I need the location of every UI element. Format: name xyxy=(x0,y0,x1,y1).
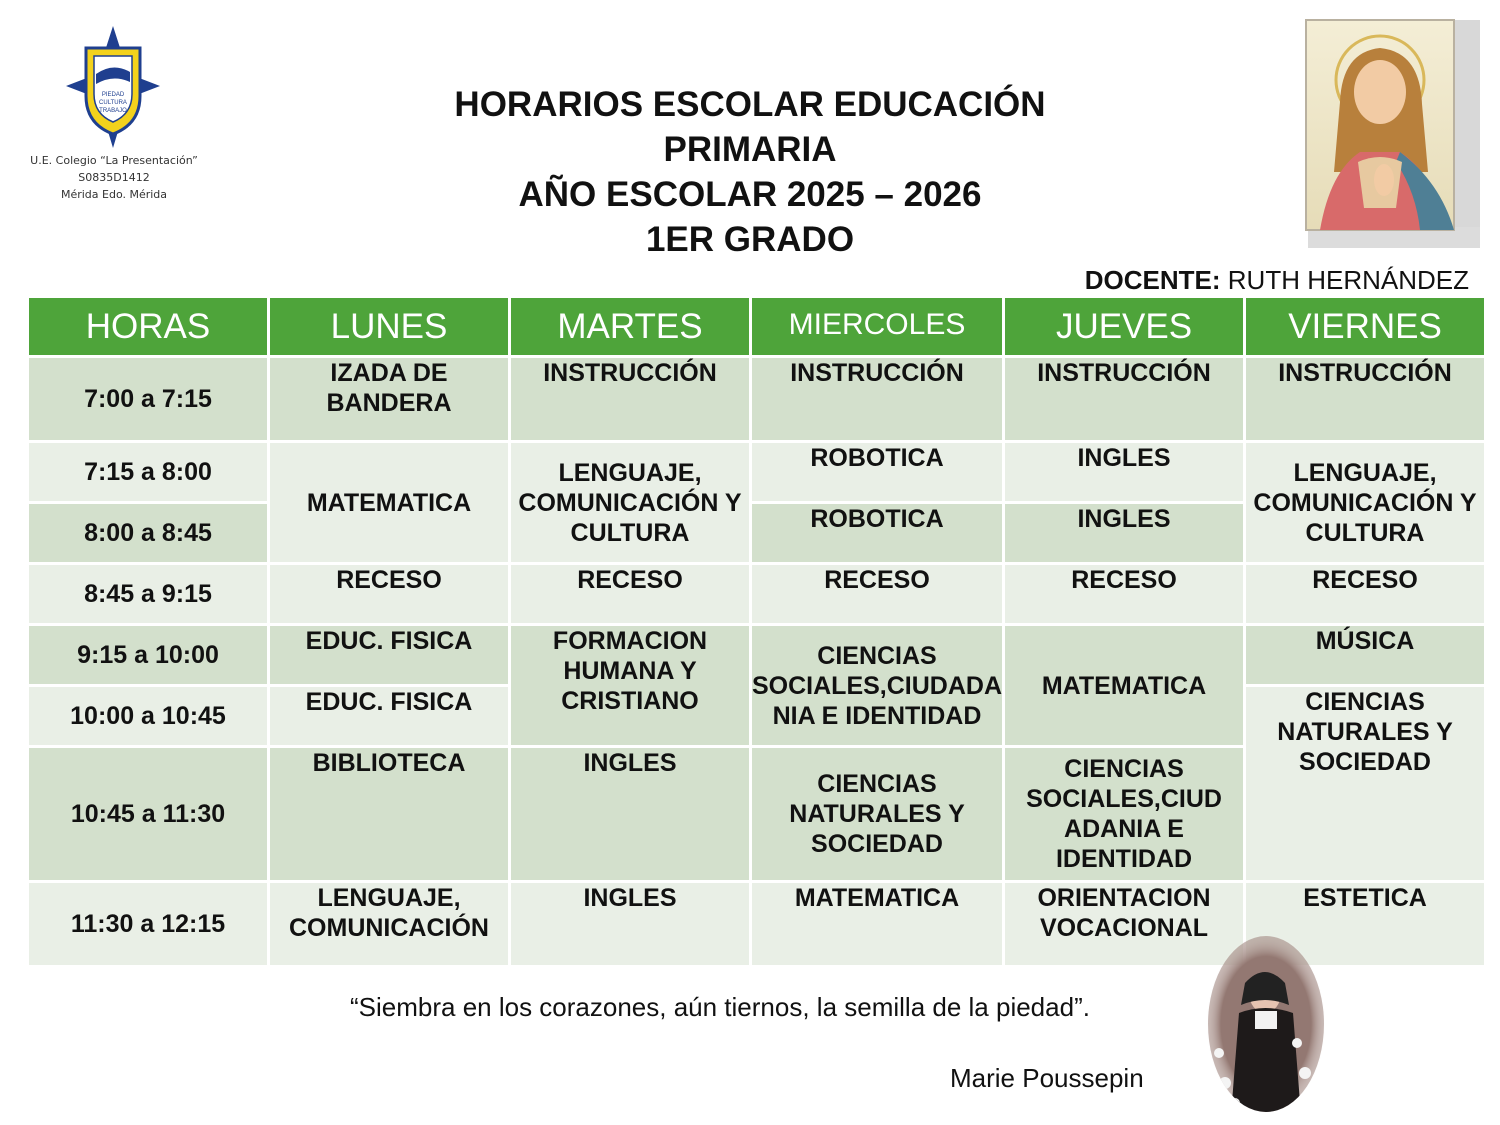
cell-line: CRISTIANO xyxy=(561,687,699,715)
saint-portrait-bottom xyxy=(1205,933,1327,1115)
cell-line: COMUNICACIÓN xyxy=(289,914,489,942)
logo-motto-2: CULTURA xyxy=(99,100,127,106)
title-line-1: HORARIOS ESCOLAR EDUCACIÓN xyxy=(454,85,1046,124)
schedule-cell xyxy=(269,882,510,967)
schedule-cell: INGLES xyxy=(510,747,751,882)
cell-line: LENGUAJE, xyxy=(558,458,702,487)
cell-line: NATURALES Y xyxy=(789,800,965,828)
table-row xyxy=(28,564,1486,625)
schedule-cell: RECESO xyxy=(751,564,1004,625)
schedule-cell xyxy=(1004,747,1245,882)
cell-line: LENGUAJE, xyxy=(317,884,461,912)
schedule-cell: MATEMATICA xyxy=(269,442,510,564)
school-code: S0835D1412 xyxy=(78,171,150,184)
table-row xyxy=(28,625,1486,686)
cell-line: CIENCIAS xyxy=(817,770,937,798)
schedule-cell xyxy=(1245,442,1486,564)
schedule-cell xyxy=(510,625,751,747)
schedule-cell: INSTRUCCIÓN xyxy=(510,357,751,442)
school-info xyxy=(14,152,214,203)
cell-line: IDENTIDAD xyxy=(1055,845,1193,873)
saint-portrait-top xyxy=(1300,12,1480,248)
schedule-cell: MÚSICA xyxy=(1245,625,1486,686)
schedule-cell: INSTRUCCIÓN xyxy=(751,357,1004,442)
cell-line: SOCIEDAD xyxy=(1299,748,1431,776)
header-miercoles: MIERCOLES xyxy=(751,297,1004,357)
cell-line: LENGUAJE, xyxy=(1293,458,1437,487)
cell-line: NATURALES Y xyxy=(1277,718,1453,746)
schedule-cell: INSTRUCCIÓN xyxy=(1004,357,1245,442)
time-cell: 8:45 a 9:15 xyxy=(28,564,269,625)
time-cell: 9:15 a 10:00 xyxy=(28,625,269,686)
cell-line: HUMANA Y xyxy=(563,657,697,685)
schedule-cell xyxy=(1245,686,1486,882)
table-row xyxy=(28,442,1486,503)
schedule-cell: RECESO xyxy=(510,564,751,625)
schedule-cell: RECESO xyxy=(1004,564,1245,625)
schedule-cell: RECESO xyxy=(269,564,510,625)
teacher-name: RUTH HERNÁNDEZ xyxy=(1220,265,1469,295)
schedule-cell: ESTETICA xyxy=(1245,882,1486,967)
cell-line: FORMACION xyxy=(552,627,708,655)
cell-line: CIENCIAS xyxy=(817,641,937,670)
cell-line: ORIENTACION xyxy=(1037,884,1211,912)
page-title xyxy=(300,82,1200,262)
time-cell: 7:15 a 8:00 xyxy=(28,442,269,503)
schedule-cell: INGLES xyxy=(1004,442,1245,503)
schedule-cell xyxy=(751,625,1004,747)
title-line-3: AÑO ESCOLAR 2025 – 2026 xyxy=(518,175,982,214)
schedule-cell: ROBOTICA xyxy=(751,503,1004,564)
title-line-4: 1ER GRADO xyxy=(645,220,855,259)
cell-line: CULTURA xyxy=(1305,518,1425,547)
schedule-cell: INGLES xyxy=(510,882,751,967)
header-horas: HORAS xyxy=(28,297,269,357)
schedule-table xyxy=(26,295,1487,968)
cell-line: IZADA DE xyxy=(330,359,448,387)
cell-line: SOCIALES,CIUD xyxy=(1026,785,1222,813)
school-name: U.E. Colegio “La Presentación” xyxy=(30,154,198,167)
logo-motto-1: PIEDAD xyxy=(101,92,125,98)
schedule-cell: MATEMATICA xyxy=(1004,625,1245,747)
table-row xyxy=(28,357,1486,442)
school-logo xyxy=(66,26,160,148)
header-row xyxy=(28,297,1486,357)
cell-line: BANDERA xyxy=(326,389,452,417)
header-jueves: JUEVES xyxy=(1004,297,1245,357)
schedule-cell xyxy=(751,747,1004,882)
quote-author: Marie Poussepin xyxy=(950,1063,1144,1093)
schedule-cell: BIBLIOTECA xyxy=(269,747,510,882)
schedule-cell: RECESO xyxy=(1245,564,1486,625)
schedule-cell: MATEMATICA xyxy=(751,882,1004,967)
schedule-cell: EDUC. FISICA xyxy=(269,686,510,747)
time-cell: 10:00 a 10:45 xyxy=(28,686,269,747)
quote-text: “Siembra en los corazones, aún tiernos, la semilla de la piedad”. xyxy=(350,992,1090,1022)
schedule-cell: ROBOTICA xyxy=(751,442,1004,503)
schedule-cell: INSTRUCCIÓN xyxy=(1245,357,1486,442)
school-location: Mérida Edo. Mérida xyxy=(60,188,168,201)
teacher-label: DOCENTE: xyxy=(1084,265,1221,295)
cell-line: ADANIA E xyxy=(1064,815,1184,843)
cell-line: VOCACIONAL xyxy=(1039,914,1209,942)
cell-line: COMUNICACIÓN Y xyxy=(518,488,742,517)
header-martes: MARTES xyxy=(510,297,751,357)
schedule-cell: INGLES xyxy=(1004,503,1245,564)
cell-line: COMUNICACIÓN Y xyxy=(1253,488,1477,517)
cell-line: SOCIALES,CIUDADA xyxy=(752,671,1003,700)
schedule-cell xyxy=(510,442,751,564)
cell-line: CIENCIAS xyxy=(1064,755,1184,783)
schedule-cell: EDUC. FISICA xyxy=(269,625,510,686)
title-line-2: PRIMARIA xyxy=(663,130,837,169)
logo-motto-3: TRABAJO xyxy=(99,108,127,114)
schedule-cell xyxy=(269,357,510,442)
time-cell: 7:00 a 7:15 xyxy=(28,357,269,442)
time-cell: 10:45 a 11:30 xyxy=(28,747,269,882)
time-cell: 11:30 a 12:15 xyxy=(28,882,269,967)
cell-line: SOCIEDAD xyxy=(811,830,943,858)
header-lunes: LUNES xyxy=(269,297,510,357)
cell-line: CULTURA xyxy=(570,518,690,547)
teacher-line xyxy=(1085,265,1469,296)
cell-line: CIENCIAS xyxy=(1305,688,1425,716)
cell-line: NIA E IDENTIDAD xyxy=(772,701,982,730)
time-cell: 8:00 a 8:45 xyxy=(28,503,269,564)
header-viernes: VIERNES xyxy=(1245,297,1486,357)
